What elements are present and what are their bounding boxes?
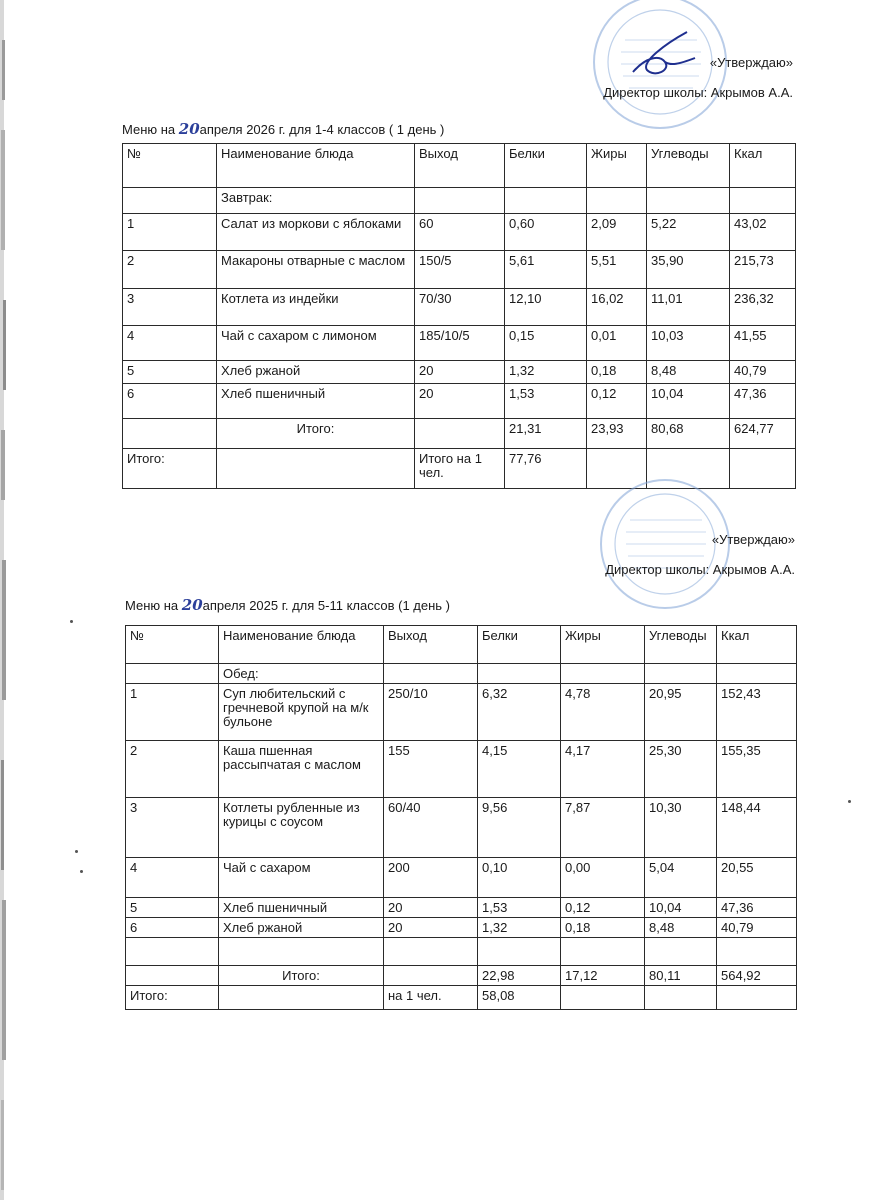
- cell-yield: 20: [384, 918, 478, 938]
- table-header-row: [126, 626, 797, 664]
- title-suffix: апреля 2026 г. для 1-4 классов ( 1 день ): [199, 122, 445, 137]
- cell-fat: 0,12: [587, 384, 647, 419]
- cell-fat: 4,17: [561, 741, 645, 798]
- cell-number: 3: [126, 798, 219, 858]
- cell-kcal: 152,43: [717, 684, 797, 741]
- cell-number: 4: [126, 858, 219, 898]
- cell-carbs: 8,48: [645, 918, 717, 938]
- cell-protein: 0,15: [505, 326, 587, 361]
- scan-speck: [848, 800, 851, 803]
- cell-yield: 155: [384, 741, 478, 798]
- cell-kcal: 215,73: [730, 251, 796, 289]
- cell-yield: 20: [415, 361, 505, 384]
- header-cell: Углеводы: [645, 626, 717, 664]
- cell-carbs: 5,22: [647, 214, 730, 251]
- cell-yield: 20: [384, 898, 478, 918]
- per-person-row: [126, 986, 797, 1010]
- header-cell: Ккал: [717, 626, 797, 664]
- scan-speck: [70, 620, 73, 623]
- cell-yield: 20: [415, 384, 505, 419]
- cell-protein: 6,32: [478, 684, 561, 741]
- cell-kcal: 148,44: [717, 798, 797, 858]
- cell-dish: Хлеб пшеничный: [217, 384, 415, 419]
- cell-dish: Чай с сахаром: [219, 858, 384, 898]
- per-person-label: Итого:: [126, 986, 219, 1010]
- cell-kcal: 41,55: [730, 326, 796, 361]
- cell-number: 1: [126, 684, 219, 741]
- cell-protein: 1,32: [478, 918, 561, 938]
- total-carbs: 80,11: [645, 966, 717, 986]
- table-row: [123, 251, 796, 289]
- cell-fat: 0,18: [561, 918, 645, 938]
- total-protein: 21,31: [505, 419, 587, 449]
- total-fat: 17,12: [561, 966, 645, 986]
- approval-label: «Утверждаю»: [711, 532, 795, 547]
- table-row: [123, 214, 796, 251]
- cell-number: 5: [126, 898, 219, 918]
- scan-speck: [80, 870, 83, 873]
- section-row: [123, 188, 796, 214]
- header-cell: Белки: [505, 144, 587, 188]
- per-person-caption: Итого на 1 чел.: [415, 449, 505, 489]
- empty-row: [126, 938, 797, 966]
- cell-carbs: 10,04: [645, 898, 717, 918]
- cell-number: 1: [123, 214, 217, 251]
- cell-protein: 12,10: [505, 289, 587, 326]
- cell-kcal: 40,79: [730, 361, 796, 384]
- header-cell: №: [126, 626, 219, 664]
- per-person-value: 77,76: [505, 449, 587, 489]
- cell-carbs: 11,01: [647, 289, 730, 326]
- title-suffix: апреля 2025 г. для 5-11 классов (1 день ): [202, 598, 451, 613]
- cell-yield: 60/40: [384, 798, 478, 858]
- cell-yield: 70/30: [415, 289, 505, 326]
- section-row: [126, 664, 797, 684]
- director-name: Директор школы: Акрымов А.А.: [605, 562, 795, 577]
- cell-protein: 1,32: [505, 361, 587, 384]
- cell-dish: Макароны отварные с маслом: [217, 251, 415, 289]
- table-row: [126, 798, 797, 858]
- total-kcal: 624,77: [730, 419, 796, 449]
- table-row: [123, 361, 796, 384]
- cell-kcal: 47,36: [730, 384, 796, 419]
- header-cell: Углеводы: [647, 144, 730, 188]
- cell-fat: 0,18: [587, 361, 647, 384]
- cell-carbs: 10,30: [645, 798, 717, 858]
- header-cell: Жиры: [587, 144, 647, 188]
- per-person-caption: на 1 чел.: [384, 986, 478, 1010]
- header-cell: Жиры: [561, 626, 645, 664]
- header-cell: Белки: [478, 626, 561, 664]
- table-row: [123, 384, 796, 419]
- cell-dish: Хлеб пшеничный: [219, 898, 384, 918]
- cell-dish: Котлеты рубленные из курицы с соусом: [219, 798, 384, 858]
- director-name: Директор школы: Акрымов А.А.: [603, 85, 793, 100]
- cell-number: 2: [126, 741, 219, 798]
- menu-table-5-11: [125, 625, 797, 1010]
- table-row: [123, 326, 796, 361]
- handwritten-day: 20: [178, 120, 200, 138]
- cell-carbs: 25,30: [645, 741, 717, 798]
- cell-fat: 5,51: [587, 251, 647, 289]
- cell-protein: 4,15: [478, 741, 561, 798]
- total-row: [126, 966, 797, 986]
- cell-kcal: 155,35: [717, 741, 797, 798]
- cell-number: 3: [123, 289, 217, 326]
- total-kcal: 564,92: [717, 966, 797, 986]
- cell-protein: 0,60: [505, 214, 587, 251]
- title-prefix: Меню на: [122, 122, 176, 137]
- cell-protein: 1,53: [478, 898, 561, 918]
- total-row: [123, 419, 796, 449]
- scan-speck: [75, 850, 78, 853]
- cell-yield: 150/5: [415, 251, 505, 289]
- total-label: Итого:: [217, 419, 415, 449]
- header-cell: Ккал: [730, 144, 796, 188]
- cell-fat: 0,01: [587, 326, 647, 361]
- cell-fat: 16,02: [587, 289, 647, 326]
- table-row: [123, 289, 796, 326]
- cell-dish: Чай с сахаром с лимоном: [217, 326, 415, 361]
- cell-protein: 5,61: [505, 251, 587, 289]
- cell-kcal: 20,55: [717, 858, 797, 898]
- header-cell: №: [123, 144, 217, 188]
- section-label: Обед:: [219, 664, 384, 684]
- title-prefix: Меню на: [125, 598, 179, 613]
- cell-fat: 2,09: [587, 214, 647, 251]
- cell-carbs: 10,03: [647, 326, 730, 361]
- total-fat: 23,93: [587, 419, 647, 449]
- cell-yield: 60: [415, 214, 505, 251]
- header-cell: Выход: [384, 626, 478, 664]
- cell-dish: Хлеб ржаной: [217, 361, 415, 384]
- menu-title-1-4: [122, 120, 444, 138]
- cell-protein: 1,53: [505, 384, 587, 419]
- cell-carbs: 20,95: [645, 684, 717, 741]
- table-row: [126, 858, 797, 898]
- table-row: [126, 918, 797, 938]
- table-header-row: [123, 144, 796, 188]
- approval-block-bottom: [605, 532, 795, 577]
- section-label: Завтрак:: [217, 188, 415, 214]
- total-label: Итого:: [219, 966, 384, 986]
- header-cell: Выход: [415, 144, 505, 188]
- cell-kcal: 43,02: [730, 214, 796, 251]
- table-row: [126, 898, 797, 918]
- total-carbs: 80,68: [647, 419, 730, 449]
- cell-carbs: 10,04: [647, 384, 730, 419]
- cell-yield: 200: [384, 858, 478, 898]
- cell-dish: Котлета из индейки: [217, 289, 415, 326]
- cell-fat: 0,12: [561, 898, 645, 918]
- cell-yield: 185/10/5: [415, 326, 505, 361]
- approval-block-top: [603, 55, 793, 100]
- cell-dish: Хлеб ржаной: [219, 918, 384, 938]
- cell-number: 6: [123, 384, 217, 419]
- cell-protein: 0,10: [478, 858, 561, 898]
- header-cell: Наименование блюда: [219, 626, 384, 664]
- per-person-label: Итого:: [123, 449, 217, 489]
- cell-fat: 7,87: [561, 798, 645, 858]
- cell-kcal: 47,36: [717, 898, 797, 918]
- cell-number: 5: [123, 361, 217, 384]
- approval-label: «Утверждаю»: [709, 55, 793, 70]
- handwritten-day: 20: [181, 596, 203, 614]
- cell-fat: 4,78: [561, 684, 645, 741]
- cell-kcal: 40,79: [717, 918, 797, 938]
- cell-dish: Салат из моркови с яблоками: [217, 214, 415, 251]
- table-row: [126, 684, 797, 741]
- cell-number: 4: [123, 326, 217, 361]
- menu-title-5-11: [125, 596, 450, 614]
- cell-kcal: 236,32: [730, 289, 796, 326]
- per-person-value: 58,08: [478, 986, 561, 1010]
- cell-carbs: 35,90: [647, 251, 730, 289]
- menu-table-1-4: [122, 143, 796, 489]
- cell-carbs: 5,04: [645, 858, 717, 898]
- cell-dish: Суп любительский с гречневой крупой на м/к бульоне: [219, 684, 384, 741]
- cell-fat: 0,00: [561, 858, 645, 898]
- scan-edge-noise: [0, 0, 14, 1200]
- cell-yield: 250/10: [384, 684, 478, 741]
- cell-dish: Каша пшенная рассыпчатая с маслом: [219, 741, 384, 798]
- cell-number: 6: [126, 918, 219, 938]
- cell-carbs: 8,48: [647, 361, 730, 384]
- total-protein: 22,98: [478, 966, 561, 986]
- header-cell: Наименование блюда: [217, 144, 415, 188]
- table-row: [126, 741, 797, 798]
- cell-protein: 9,56: [478, 798, 561, 858]
- cell-number: 2: [123, 251, 217, 289]
